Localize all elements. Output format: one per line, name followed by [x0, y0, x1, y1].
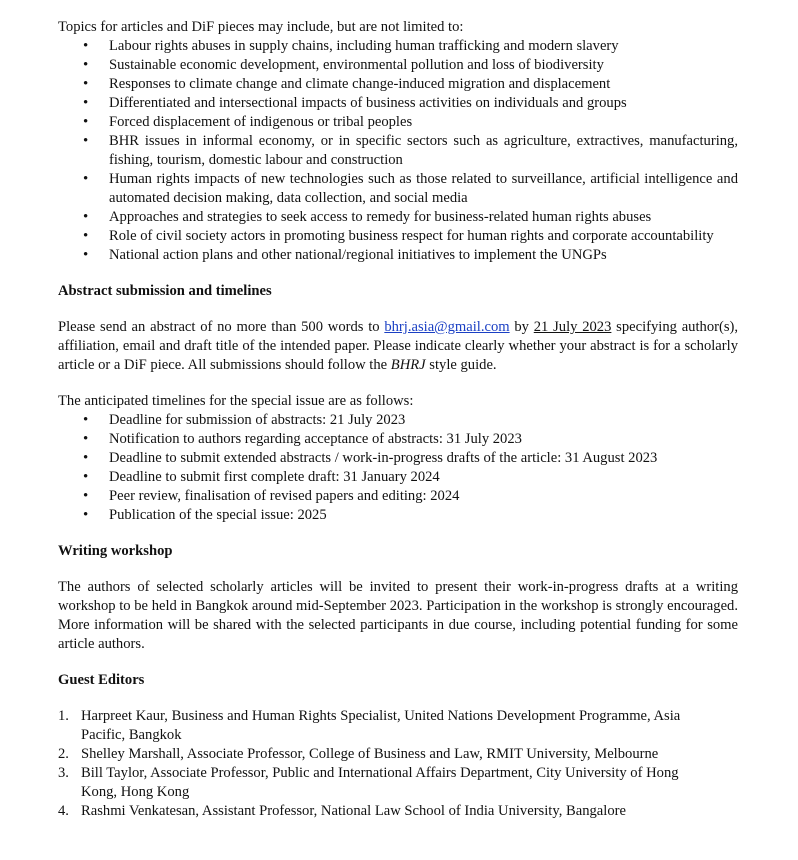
list-item: • Deadline for submission of abstracts: 21 July 2023: [58, 411, 738, 430]
journal-name: BHRJ: [390, 357, 426, 373]
list-item: • National action plans and other national/regional initiatives to implement the UNGPs: [58, 246, 738, 265]
editor-text: Rashmi Venkatesan, Assistant Professor, National Law School of India University, Bangalore: [81, 803, 626, 819]
abstract-text: style guide.: [425, 357, 497, 373]
list-item: [58, 802, 738, 821]
topics-list: [58, 37, 738, 265]
list-number: 1.: [58, 708, 69, 724]
list-item: [58, 707, 738, 745]
editor-text: Harpreet Kaur, Business and Human Rights Specialist, United Nations Development Programme, Asia Pacific, Bangkok: [81, 708, 681, 743]
list-item: [58, 764, 738, 802]
abstract-text: by: [509, 319, 534, 335]
list-item: • Labour rights abuses in supply chains, including human trafficking and modern slavery: [58, 37, 738, 56]
document-page: [58, 18, 738, 821]
abstract-text: Please send an abstract of no more than 500 words to: [58, 319, 385, 335]
editor-text: Bill Taylor, Associate Professor, Public and International Affairs Department, City University of Hong Kong, Hong Kong: [81, 765, 679, 800]
list-item: • Approaches and strategies to seek access to remedy for business-related human rights abuses: [58, 208, 738, 227]
list-item: • Notification to authors regarding acceptance of abstracts: 31 July 2023: [58, 430, 738, 449]
list-item: [58, 745, 738, 764]
list-number: 2.: [58, 746, 69, 762]
list-item: • Responses to climate change and climate change-induced migration and displacement: [58, 75, 738, 94]
list-item: • Deadline to submit extended abstracts / work-in-progress drafts of the article: 31 August 2023: [58, 449, 738, 468]
email-link[interactable]: bhrj.asia@gmail.com: [384, 319, 510, 335]
list-item: • Differentiated and intersectional impacts of business activities on individuals and groups: [58, 94, 738, 113]
list-item: • Sustainable economic development, environmental pollution and loss of biodiversity: [58, 56, 738, 75]
timeline-list: [58, 411, 738, 525]
list-item: • Publication of the special issue: 2025: [58, 506, 738, 525]
editor-text: Shelley Marshall, Associate Professor, College of Business and Law, RMIT University, Melbourne: [81, 746, 659, 762]
list-item: • Human rights impacts of new technologies such as those related to surveillance, artificial intelligence and automated decision making, data collection, and social media: [58, 170, 738, 208]
abstract-paragraph: [58, 318, 738, 375]
list-item: • Forced displacement of indigenous or tribal peoples: [58, 113, 738, 132]
workshop-paragraph: The authors of selected scholarly articles will be invited to present their work-in-progress drafts at a writing workshop to be held in Bangkok around mid-September 2023. Participation in the workshop is strongly encouraged. More information will be shared with the selected participants in due course, including potential funding for some article authors.: [58, 579, 738, 652]
list-item: • Role of civil society actors in promoting business respect for human rights and corporate accountability: [58, 227, 738, 246]
list-item: • BHR issues in informal economy, or in specific sectors such as agriculture, extractives, manufacturing, fishing, tourism, domestic labour and construction: [58, 132, 738, 170]
abstract-text: specifying author(s), affiliation, email and draft title of the intended paper. Please indicate clearly whether your abstract is for a scholarly article or a DiF piece. All submissions should follow the: [58, 319, 739, 373]
topics-intro: Topics for articles and DiF pieces may include, but are not limited to:: [58, 19, 464, 35]
editors-list: [58, 707, 738, 821]
deadline-date: 21 July 2023: [533, 319, 612, 335]
list-number: 4.: [58, 803, 69, 819]
list-item: • Deadline to submit first complete draft: 31 January 2024: [58, 468, 738, 487]
workshop-heading: Writing workshop: [58, 543, 173, 559]
list-number: 3.: [58, 765, 69, 781]
timeline-intro: The anticipated timelines for the special issue are as follows:: [58, 393, 414, 409]
list-item: • Peer review, finalisation of revised papers and editing: 2024: [58, 487, 738, 506]
abstract-heading: Abstract submission and timelines: [58, 283, 272, 299]
editors-heading: Guest Editors: [58, 672, 145, 688]
